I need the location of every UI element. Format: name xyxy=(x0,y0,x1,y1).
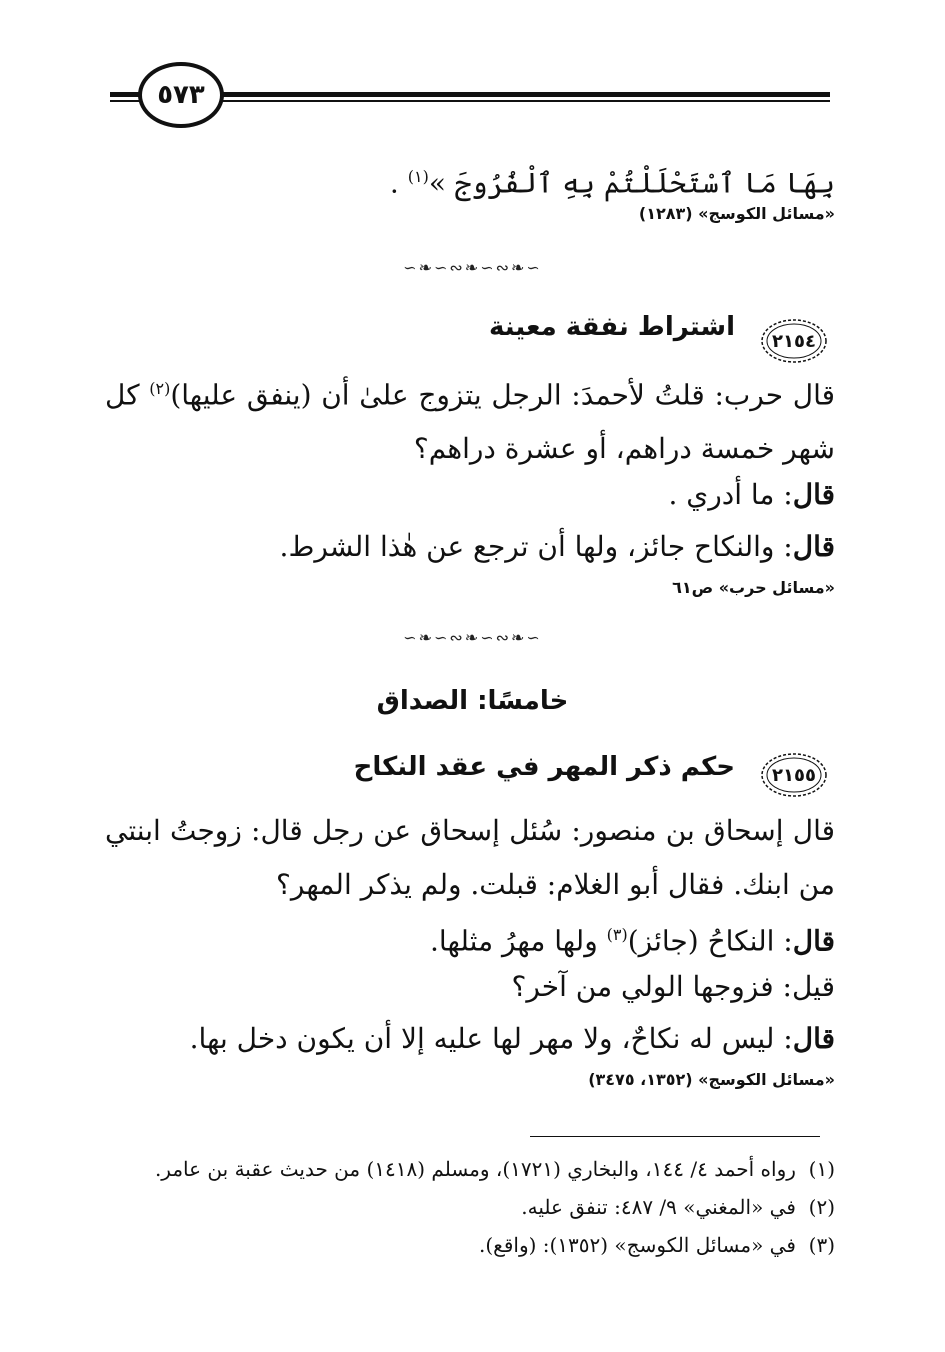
footnote-ref-2: (٢) xyxy=(149,379,171,398)
footnote-text: رواه أحمد ٤/ ١٤٤، والبخاري (١٧٢١)، ومسلم (١٤١٨) من حديث عقبة بن عامر. xyxy=(154,1157,796,1181)
section-number-2155: ٢١٥٥ xyxy=(772,764,816,786)
top-quote xyxy=(115,150,835,210)
section-2155-question-2 xyxy=(135,960,835,1014)
chapter-title-text: خامسًا: الصداق xyxy=(376,686,569,716)
section-number-badge-2155 xyxy=(760,752,828,798)
source-citation-3 xyxy=(435,1070,835,1089)
ornament-divider-1: ∽❧∽∾❧∽∾❧∽ xyxy=(403,258,542,277)
footnote-1 xyxy=(55,1150,835,1188)
source-citation-2 xyxy=(435,578,835,597)
section-number-badge-2154 xyxy=(760,318,828,364)
section-2154-paragraph xyxy=(105,362,835,476)
answer-text: : ليس له نكاحٌ، ولا مهر لها عليه إلا أن يكون دخل بها. xyxy=(189,1022,793,1055)
answer-label: قال xyxy=(792,1022,835,1055)
section-title-2155-text: حكم ذكر المهر في عقد النكاح xyxy=(353,752,735,782)
section-2155-paragraph xyxy=(105,804,835,912)
answer-text-b: ولها مهرُ مثلها. xyxy=(430,924,607,958)
chapter-title xyxy=(0,686,945,716)
section-2154-answer-2 xyxy=(135,520,835,574)
source-citation-3-text: «مسائل الكوسج» (١٣٥٢، ٣٤٧٥) xyxy=(588,1070,835,1089)
footnote-ref-3: (٣) xyxy=(606,925,628,944)
p2-text: قال إسحاق بن منصور: سُئل إسحاق عن رجل قال: زوجتُ ابنتي من ابنك. فقال أبو الغلام: قبلت. ولم يذكر المهر؟ xyxy=(105,814,835,901)
source-citation-1-text: «مسائل الكوسج» (١٢٨٣) xyxy=(638,204,835,223)
answer-text-a: : النكاحُ (جائز) xyxy=(627,924,793,958)
footnote-3 xyxy=(55,1226,835,1264)
footnote-text: في «مسائل الكوسج» (١٣٥٢): (واقع). xyxy=(479,1233,796,1257)
p1-b: كل شهر خمسة دراهم، أو عشرة دراهم؟ xyxy=(105,378,835,466)
footnote-text: في «المغني» ٩/ ٤٨٧: تنفق عليه. xyxy=(521,1195,796,1219)
section-2155-answer-2 xyxy=(135,1012,835,1066)
footnotes xyxy=(55,1150,835,1264)
footnote-rule xyxy=(530,1136,820,1137)
p1-a: قال حرب: قلتُ لأحمدَ: الرجل يتزوج علىٰ أن (ينفق عليها) xyxy=(170,378,835,412)
section-title-2154 xyxy=(235,312,735,342)
section-number-2154: ٢١٥٤ xyxy=(772,330,816,352)
section-title-2155 xyxy=(235,752,735,782)
answer-text: : والنكاح جائز، ولها أن ترجع عن هٰذا الشرط. xyxy=(279,530,793,563)
top-quote-text: بِهَا مَا ٱسْتَحْلَلْتُمْ بِهِ ٱلْفُرُوجَ » xyxy=(428,166,835,200)
footnote-2 xyxy=(55,1188,835,1226)
ornament-divider-2: ∽❧∽∾❧∽∾❧∽ xyxy=(403,628,542,647)
answer-label: قال xyxy=(792,478,835,511)
footnote-number: (٢) xyxy=(808,1195,835,1219)
section-2154-answer-1 xyxy=(135,468,835,522)
answer-label: قال xyxy=(792,530,835,563)
footnote-number: (١) xyxy=(808,1157,835,1181)
section-title-2154-text: اشتراط نفقة معينة xyxy=(488,312,735,342)
source-citation-2-text: «مسائل حرب» ص٦١ xyxy=(672,578,835,597)
footnote-ref-1: (١) xyxy=(407,167,429,186)
page-number: ٥٧٣ xyxy=(157,80,205,110)
source-citation-1 xyxy=(435,204,835,223)
question-text: قيل: فزوجها الولي من آخر؟ xyxy=(511,970,835,1003)
footnote-number: (٣) xyxy=(808,1233,835,1257)
top-quote-end: . xyxy=(389,166,408,200)
answer-label: قال xyxy=(792,924,835,958)
answer-text: : ما أدري . xyxy=(668,478,793,511)
page-number-badge xyxy=(138,62,224,128)
